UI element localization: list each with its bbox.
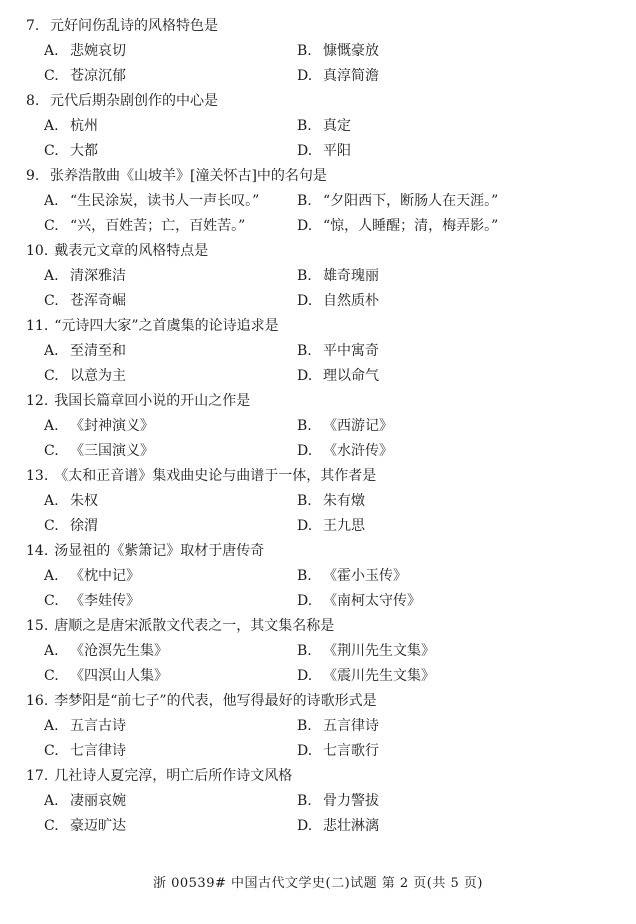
question-text: 我国长篇章回小说的开山之作是 <box>54 393 251 409</box>
option-letter: B. <box>297 493 312 509</box>
option-text: “夕阳西下，断肠人在天涯。” <box>323 193 499 209</box>
question-stem <box>26 689 616 714</box>
question-number: 15. <box>26 618 49 634</box>
option-text: “兴，百姓苦；亡，百姓苦。” <box>70 218 246 234</box>
question-number: 11. <box>26 318 49 334</box>
answer-option <box>297 664 435 689</box>
option-letter: C. <box>44 593 59 609</box>
question-number: 12. <box>26 393 49 409</box>
question-item <box>26 164 616 239</box>
option-row <box>26 289 616 314</box>
page-footer: 浙 00539# 中国古代文学史(二)试题 第 2 页(共 5 页) <box>152 876 483 891</box>
option-row <box>26 414 616 439</box>
answer-option <box>44 339 126 364</box>
option-text: 慷慨豪放 <box>323 43 379 59</box>
answer-option <box>44 114 98 139</box>
question-text: 元代后期杂剧创作的中心是 <box>50 93 218 109</box>
option-text: “惊，人睡醒；清，梅弄影。” <box>323 218 499 234</box>
option-text: 七言歌行 <box>323 743 379 759</box>
option-letter: C. <box>44 743 59 759</box>
question-number: 13. <box>26 468 49 484</box>
question-stem <box>26 389 616 414</box>
option-row <box>26 439 616 464</box>
question-item <box>26 239 616 314</box>
option-letter: D. <box>297 368 313 384</box>
option-letter: B. <box>297 193 312 209</box>
question-item <box>26 89 616 164</box>
answer-option <box>297 189 498 214</box>
option-text: 平中寓奇 <box>323 343 379 359</box>
question-item <box>26 14 616 89</box>
option-row <box>26 139 616 164</box>
option-letter: B. <box>297 793 312 809</box>
answer-option <box>44 214 245 239</box>
option-text: 五言律诗 <box>323 718 379 734</box>
option-text: 杭州 <box>70 118 98 134</box>
option-text: 平阳 <box>323 143 351 159</box>
option-text: 苍凉沉郁 <box>70 68 126 84</box>
answer-option <box>297 589 421 614</box>
option-letter: C. <box>44 818 59 834</box>
option-letter: C. <box>44 443 59 459</box>
option-text: 《封神演义》 <box>70 418 154 434</box>
question-text: 张养浩散曲《山坡羊》[潼关怀古]中的名句是 <box>50 168 327 184</box>
answer-option <box>44 514 98 539</box>
answer-option <box>44 189 259 214</box>
option-row <box>26 264 616 289</box>
option-row <box>26 739 616 764</box>
option-text: 《李娃传》 <box>70 593 140 609</box>
question-number: 7. <box>26 18 40 34</box>
answer-option <box>297 814 379 839</box>
option-text: 《震川先生文集》 <box>323 668 435 684</box>
answer-option <box>44 789 126 814</box>
option-text: 王九思 <box>323 518 365 534</box>
option-text: 《荆川先生文集》 <box>323 643 435 659</box>
option-text: 朱有燉 <box>323 493 365 509</box>
answer-option <box>297 789 379 814</box>
option-text: 《西游记》 <box>323 418 393 434</box>
answer-option <box>44 639 168 664</box>
question-stem <box>26 539 616 564</box>
option-text: 真淳简澹 <box>323 68 379 84</box>
option-row <box>26 64 616 89</box>
option-text: 《南柯太守传》 <box>323 593 421 609</box>
question-item <box>26 764 616 839</box>
option-row <box>26 814 616 839</box>
answer-option <box>297 439 393 464</box>
option-row <box>26 214 616 239</box>
option-text: 《霍小玉传》 <box>323 568 407 584</box>
option-row <box>26 514 616 539</box>
option-letter: D. <box>297 68 313 84</box>
option-row <box>26 364 616 389</box>
option-text: 悲婉哀切 <box>70 43 126 59</box>
option-letter: A. <box>44 118 59 134</box>
option-letter: A. <box>44 493 59 509</box>
option-text: 雄奇瑰丽 <box>323 268 379 284</box>
option-text: 以意为主 <box>70 368 126 384</box>
answer-option <box>297 289 379 314</box>
answer-option <box>297 564 407 589</box>
answer-option <box>297 489 365 514</box>
option-letter: C. <box>44 668 59 684</box>
question-number: 14. <box>26 543 49 559</box>
option-letter: A. <box>44 718 59 734</box>
option-letter: A. <box>44 568 59 584</box>
answer-option <box>297 364 379 389</box>
option-letter: B. <box>297 643 312 659</box>
question-stem <box>26 239 616 264</box>
question-stem <box>26 764 616 789</box>
answer-option <box>44 664 168 689</box>
option-letter: C. <box>44 218 59 234</box>
option-text: 凄丽哀婉 <box>70 793 126 809</box>
option-text: “生民涂炭，读书人一声长叹。” <box>70 193 260 209</box>
option-text: 骨力警拔 <box>323 793 379 809</box>
option-letter: B. <box>297 43 312 59</box>
option-letter: A. <box>44 793 59 809</box>
answer-option <box>297 264 379 289</box>
question-stem <box>26 14 616 39</box>
option-letter: D. <box>297 443 313 459</box>
answer-option <box>44 714 126 739</box>
option-letter: B. <box>297 268 312 284</box>
option-row <box>26 39 616 64</box>
answer-option <box>297 514 365 539</box>
question-text: 戴表元文章的风格特点是 <box>54 243 209 259</box>
option-text: 自然质朴 <box>323 293 379 309</box>
option-letter: B. <box>297 118 312 134</box>
question-item <box>26 539 616 614</box>
option-letter: B. <box>297 418 312 434</box>
option-text: 苍浑奇崛 <box>70 293 126 309</box>
question-text: 唐顺之是唐宋派散文代表之一，其文集名称是 <box>54 618 335 634</box>
option-letter: B. <box>297 568 312 584</box>
question-item <box>26 614 616 689</box>
option-row <box>26 489 616 514</box>
answer-option <box>297 64 379 89</box>
answer-option <box>44 439 154 464</box>
option-text: 七言律诗 <box>70 743 126 759</box>
option-letter: D. <box>297 818 313 834</box>
option-letter: C. <box>44 293 59 309</box>
option-text: 《水浒传》 <box>323 443 393 459</box>
option-letter: A. <box>44 643 59 659</box>
option-letter: C. <box>44 68 59 84</box>
answer-option <box>297 739 379 764</box>
question-item <box>26 689 616 764</box>
option-row <box>26 639 616 664</box>
question-text: 几社诗人夏完淳，明亡后所作诗文风格 <box>54 768 293 784</box>
answer-option <box>44 589 140 614</box>
question-stem <box>26 614 616 639</box>
option-letter: D. <box>297 293 313 309</box>
answer-option <box>297 39 379 64</box>
question-list <box>26 14 616 839</box>
answer-option <box>297 414 393 439</box>
answer-option <box>44 264 126 289</box>
answer-option <box>44 64 126 89</box>
option-letter: A. <box>44 268 59 284</box>
option-letter: A. <box>44 193 59 209</box>
question-item <box>26 464 616 539</box>
answer-option <box>297 114 351 139</box>
option-text: 《枕中记》 <box>70 568 140 584</box>
option-text: 清深雅洁 <box>70 268 126 284</box>
question-number: 9. <box>26 168 40 184</box>
option-letter: B. <box>297 718 312 734</box>
option-text: 真定 <box>323 118 351 134</box>
option-row <box>26 664 616 689</box>
option-row <box>26 564 616 589</box>
option-letter: D. <box>297 743 313 759</box>
question-text: 李梦阳是“前七子”的代表，他写得最好的诗歌形式是 <box>54 693 377 709</box>
question-number: 8. <box>26 93 40 109</box>
option-letter: C. <box>44 518 59 534</box>
option-letter: B. <box>297 343 312 359</box>
question-number: 10. <box>26 243 49 259</box>
option-letter: C. <box>44 368 59 384</box>
answer-option <box>297 714 379 739</box>
question-text: “元诗四大家”之首虞集的论诗追求是 <box>54 318 279 334</box>
answer-option <box>44 489 98 514</box>
option-row <box>26 789 616 814</box>
question-stem <box>26 464 616 489</box>
option-letter: A. <box>44 418 59 434</box>
option-text: 五言古诗 <box>70 718 126 734</box>
answer-option <box>44 139 98 164</box>
question-stem <box>26 314 616 339</box>
option-text: 徐渭 <box>70 518 98 534</box>
option-text: 《四溟山人集》 <box>70 668 168 684</box>
option-text: 理以命气 <box>323 368 379 384</box>
question-number: 17. <box>26 768 49 784</box>
answer-option <box>44 564 140 589</box>
option-row <box>26 589 616 614</box>
answer-option <box>44 814 126 839</box>
option-letter: D. <box>297 593 313 609</box>
option-text: 悲壮淋漓 <box>323 818 379 834</box>
answer-option <box>44 414 154 439</box>
option-text: 《沧溟先生集》 <box>70 643 168 659</box>
option-letter: A. <box>44 343 59 359</box>
option-letter: D. <box>297 668 313 684</box>
question-stem <box>26 164 616 189</box>
answer-option <box>44 39 126 64</box>
answer-option <box>297 339 379 364</box>
option-row <box>26 189 616 214</box>
answer-option <box>297 639 435 664</box>
option-row <box>26 714 616 739</box>
question-text: 汤显祖的《紫箫记》取材于唐传奇 <box>54 543 265 559</box>
option-text: 朱权 <box>70 493 98 509</box>
option-text: 豪迈旷达 <box>70 818 126 834</box>
option-text: 《三国演义》 <box>70 443 154 459</box>
option-letter: D. <box>297 218 313 234</box>
option-letter: D. <box>297 518 313 534</box>
answer-option <box>44 739 126 764</box>
option-row <box>26 339 616 364</box>
question-item <box>26 389 616 464</box>
question-text: 《太和正音谱》集戏曲史论与曲谱于一体，其作者是 <box>54 468 377 484</box>
option-letter: D. <box>297 143 313 159</box>
question-item <box>26 314 616 389</box>
question-number: 16. <box>26 693 49 709</box>
answer-option <box>44 289 126 314</box>
option-text: 至清至和 <box>70 343 126 359</box>
question-stem <box>26 89 616 114</box>
option-row <box>26 114 616 139</box>
option-letter: A. <box>44 43 59 59</box>
answer-option <box>44 364 126 389</box>
answer-option <box>297 214 498 239</box>
question-text: 元好问伤乱诗的风格特色是 <box>50 18 218 34</box>
answer-option <box>297 139 351 164</box>
option-text: 大都 <box>70 143 98 159</box>
option-letter: C. <box>44 143 59 159</box>
